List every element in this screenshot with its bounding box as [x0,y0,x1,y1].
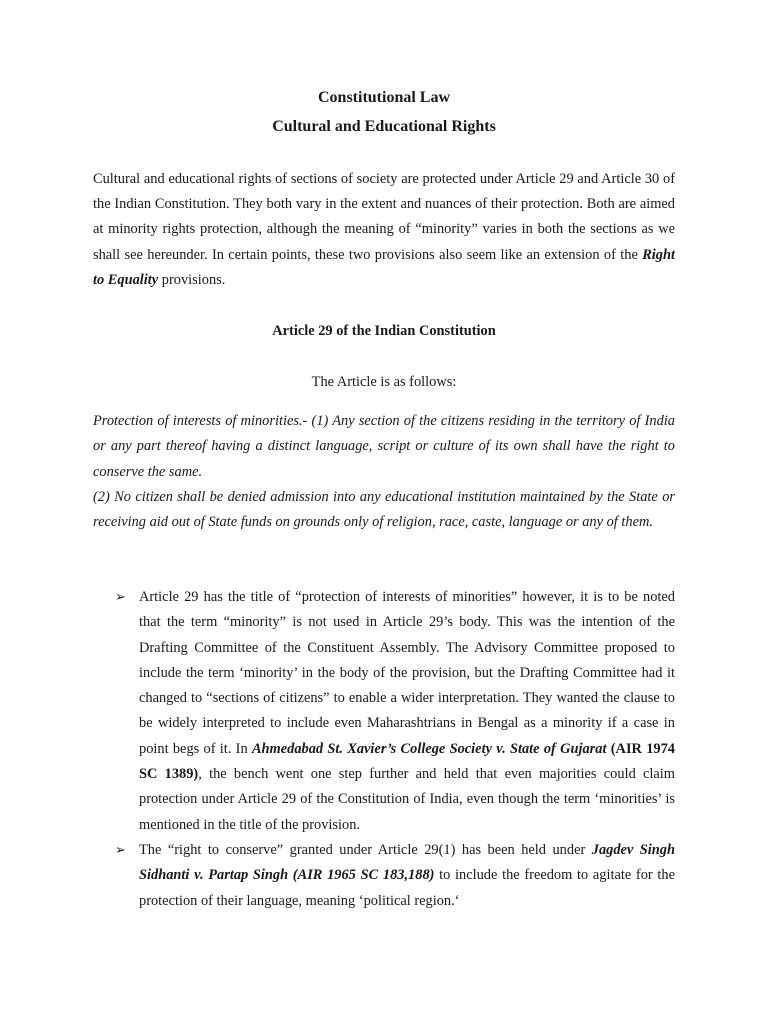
intro-text: Cultural and educational rights of sections of society are protected under Article 29 and Article 30 of the Indian Constitution. They both vary in the extent and nuances of their protection. Both are aimed at minority rights protection, although the meaning of “minority” varies in both the sections as we shall see hereunder. In certain points, these two provisions also seem like an extension of the [93,171,675,263]
document-title: Constitutional Law [317,89,451,106]
bullet-text: The “right to conserve” granted under Article 29(1) has been held under [139,842,592,858]
bullet-text-end: , the bench went one step further and held that even majorities could claim protection under Article 29 of the Constitution of India, even though the term ‘minorities’ is mentioned in the title of the provision. [139,766,675,833]
section-heading: Article 29 of the Indian Constitution [272,323,496,339]
intro-paragraph [93,167,675,293]
intro-text-end: provisions. [158,271,226,288]
bullet-text: Article 29 has the title of “protection of interests of minorities” however, it is to be noted that the term “minority” is not used in Article 29’s body. This was the intention of the Drafting Committee of the Constituent Assembly. The Advisory Committee proposed to include the term ‘minority’ in the body of the provision, but the Drafting Committee had it changed to “sections of citizens” to enable a wider interpretation. They wanted the clause to be widely interpreted to include even Maharashtrians in Bengal as a minority if a case in point begs of it. In [139,589,675,757]
case-citation: (AIR 1974 SC 1389) [139,740,676,783]
list-item [115,838,676,914]
article-clause-2: (2) No citizen shall be denied admission into any educational institution maintained by the State or receiving aid out of State funds on grounds only of religion, race, caste, language or any of them. [93,489,675,531]
case-name: Ahmedabad St. Xavier’s College Society v. State of Gujarat [251,740,607,757]
case-name: Jagdev Singh Sidhanti v. Partap Singh (AIR 1965 SC 183,188) [139,842,676,884]
arrow-bullet-icon: ➢ [115,843,126,858]
intro-emphasis: Right to Equality [93,246,675,288]
article-intro: The Article is as follows: [311,374,457,390]
arrow-bullet-icon: ➢ [115,590,126,605]
article-clause-1: Protection of interests of minorities.- (1) Any section of the citizens residing in the territory of India or any part thereof having a distinct language, script or culture of its own shall have the right to conserve the same. [93,413,675,480]
bullet-text-end: to include the freedom to agitate for the protection of their language, meaning ‘political region.‘ [139,867,675,909]
list-item [115,585,676,838]
document-subtitle: Cultural and Educational Rights [272,118,496,135]
